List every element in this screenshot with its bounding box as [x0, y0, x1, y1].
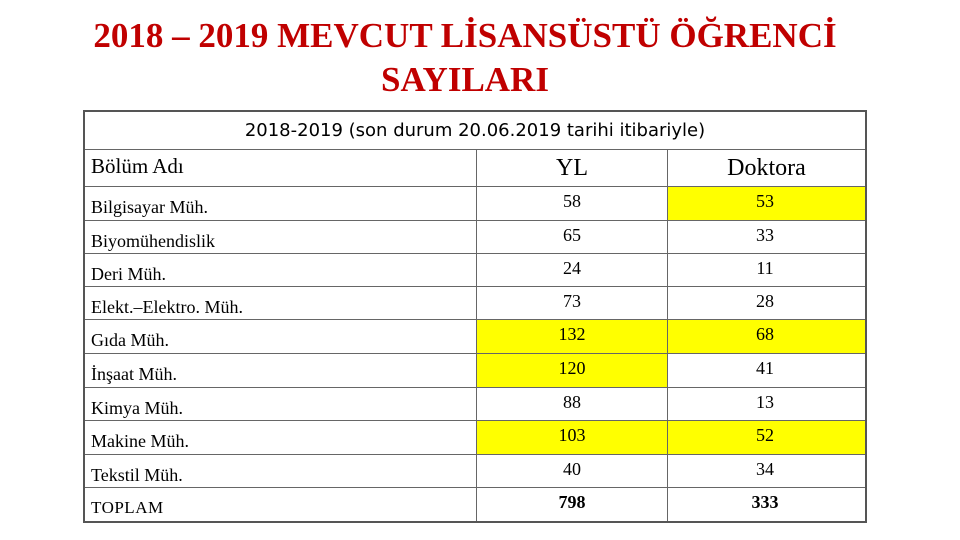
row-name: Gıda Müh.: [91, 330, 169, 350]
row-name: Elekt.–Elektro. Müh.: [91, 297, 243, 317]
table-row: [85, 420, 865, 454]
row-doktora: 53: [756, 191, 774, 211]
row-yl: 103: [558, 425, 586, 445]
row-doktora: 41: [756, 358, 774, 378]
row-name: İnşaat Müh.: [91, 364, 177, 384]
table-row: [85, 353, 865, 387]
row-doktora: 33: [756, 225, 774, 245]
row-doktora: 68: [756, 324, 774, 344]
table-row: [85, 253, 865, 287]
row-yl: 88: [563, 392, 581, 412]
row-doktora: 13: [756, 392, 774, 412]
row-doktora: 28: [756, 291, 774, 311]
row-name: Makine Müh.: [91, 431, 189, 451]
row-name: Biyomühendislik: [91, 231, 216, 251]
row-yl: 40: [563, 459, 581, 479]
row-name: Tekstil Müh.: [91, 465, 183, 485]
table-row: [85, 387, 865, 421]
title-line-2: SAYILARI: [381, 60, 549, 99]
title-line-1: 2018 – 2019 MEVCUT LİSANSÜSTÜ ÖĞRENCİ: [93, 16, 837, 55]
row-doktora: 11: [756, 258, 774, 278]
table-caption: 2018-2019 (son durum 20.06.2019 tarihi itibariyle): [244, 120, 706, 141]
table-row: [85, 220, 865, 254]
table-row: [85, 286, 865, 320]
header-bolum-adi: Bölüm Adı: [91, 154, 184, 178]
total-row: [85, 487, 865, 521]
row-yl: 120: [558, 358, 586, 378]
row-name: Kimya Müh.: [91, 398, 183, 418]
table-row: [85, 454, 865, 488]
header-yl: YL: [556, 155, 588, 181]
caption-divider: [85, 149, 865, 150]
table-row: [85, 186, 865, 220]
total-label: TOPLAM: [91, 498, 164, 517]
row-doktora: 52: [756, 425, 774, 445]
page-title: [0, 14, 930, 102]
row-yl: 58: [563, 191, 581, 211]
header-doktora: Doktora: [727, 155, 806, 181]
total-yl: 798: [558, 492, 586, 512]
row-yl: 132: [558, 324, 586, 344]
table-row: [85, 319, 865, 353]
row-yl: 65: [563, 225, 581, 245]
row-yl: 24: [563, 258, 581, 278]
row-name: Deri Müh.: [91, 264, 166, 284]
total-doktora: 333: [751, 492, 779, 512]
row-name: Bilgisayar Müh.: [91, 197, 208, 217]
row-doktora: 34: [756, 459, 774, 479]
row-yl: 73: [563, 291, 581, 311]
student-count-table: [83, 110, 867, 523]
